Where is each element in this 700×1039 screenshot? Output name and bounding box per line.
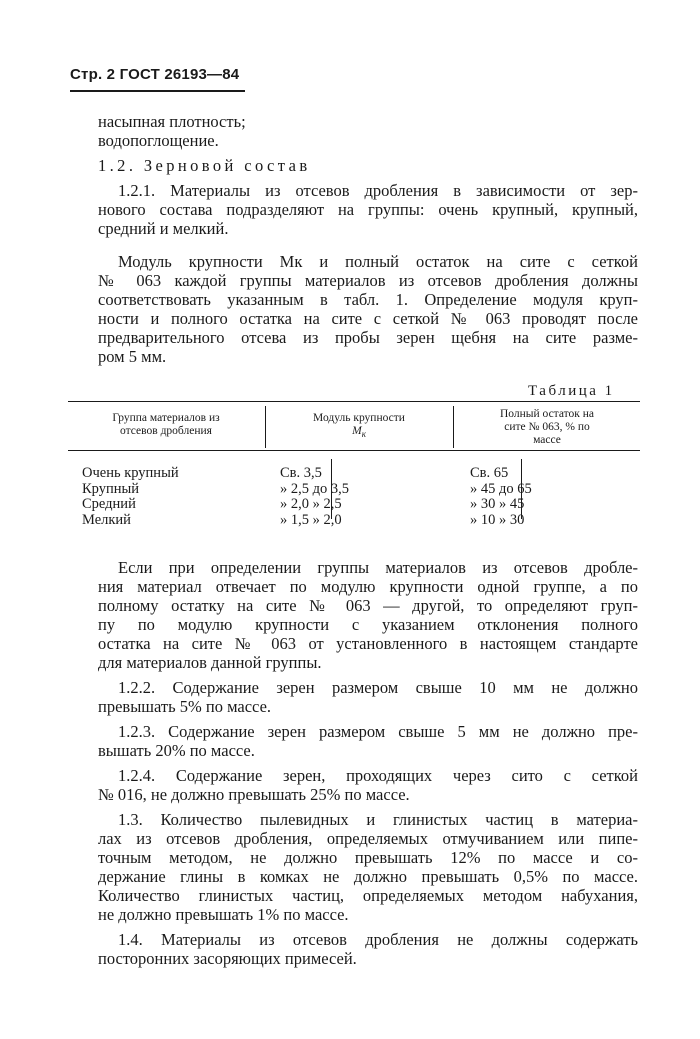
- paragraph-line: не должно превышать 1% по массе.: [98, 905, 349, 924]
- table-body-divider: [521, 459, 522, 519]
- intro-line: насыпная плотность;: [98, 112, 246, 131]
- paragraph-modulus: [98, 252, 638, 366]
- paragraph-line: остатка на сите № 063 от установленного в настоящем стандарте: [98, 634, 638, 653]
- paragraph-line: 1.3. Количество пылевидных и глинистых частиц в материа-: [118, 810, 638, 829]
- modulus-symbol: $М_к$: [352, 425, 366, 439]
- body-upper: [98, 112, 638, 366]
- paragraph-1-2-2: [98, 678, 638, 716]
- paragraph-line: ром 5 мм.: [98, 347, 167, 366]
- paragraph-line: превышать 5% по массе.: [98, 697, 272, 716]
- table-header-divider: [453, 406, 454, 448]
- paragraph-line: соответствовать указанным в табл. 1. Определение модуля круп-: [98, 290, 638, 309]
- paragraph-line: № 016, не должно превышать 25% по массе.: [98, 785, 410, 804]
- paragraph-line: вышать 20% по массе.: [98, 741, 255, 760]
- paragraph-1-2-1: [98, 181, 638, 238]
- paragraph-line: нового состава подразделяют на группы: очень крупный, крупный,: [98, 200, 638, 219]
- paragraph-line: 1.4. Материалы из отсевов дробления не должны содержать: [118, 930, 638, 949]
- paragraph-line: Количество глинистых частиц, определяемых методом набухания,: [98, 886, 638, 905]
- table-header: [68, 402, 640, 450]
- paragraph-line: 1.2.2. Содержание зерен размером свыше 10 мм не должно: [118, 678, 638, 697]
- intro-line: водопоглощение.: [98, 131, 219, 150]
- paragraph-line: 1.2.4. Содержание зерен, проходящих через сито с сеткой: [118, 766, 638, 785]
- paragraph-line: держание глины в комках не должно превышать 0,5% по массе.: [98, 867, 638, 886]
- table-cell: Средний: [82, 496, 136, 512]
- table-header-divider: [265, 406, 266, 448]
- paragraph-line: № 063 каждой группы материалов из отсевов дробления должны: [98, 271, 638, 290]
- paragraph-line: ния материал отвечает по модулю крупности одной группе, а по: [98, 577, 638, 596]
- table-column-residue: [470, 466, 630, 528]
- table-caption: Таблица 1: [528, 383, 615, 399]
- paragraph-line: 1.2.1. Материалы из отсевов дробления в зависимости от зер-: [118, 181, 638, 200]
- body-lower: [98, 558, 638, 968]
- section-heading-1-2: 1.2. Зерновой состав: [98, 156, 311, 175]
- paragraph-line: полному остатку на сите № 063 — другой, то определяют груп-: [98, 596, 638, 615]
- paragraph-1-2-3: [98, 722, 638, 760]
- header-rule: [70, 90, 245, 92]
- paragraph-line: средний и мелкий.: [98, 219, 229, 238]
- paragraph-line: лах из отсевов дробления, определяемых отмучиванием или пипе-: [98, 829, 638, 848]
- table-body-divider: [331, 459, 332, 519]
- table-cell: » 10 » 30: [470, 511, 525, 528]
- table-1: [68, 401, 640, 528]
- table-header-cell-residue: Полный остаток на сите № 063, % по массе: [499, 408, 594, 446]
- paragraph-line: для материалов данной группы.: [98, 653, 322, 672]
- table-cell: » 2,0 » 2,5: [280, 496, 342, 512]
- table-body: [68, 451, 640, 528]
- table-cell: Очень крупный: [82, 465, 179, 481]
- table-cell: » 30 » 45: [470, 496, 525, 512]
- table-cell: » 1,5 » 2,0: [280, 511, 342, 528]
- table-cell: Мелкий: [82, 511, 131, 528]
- table-cell: Св. 3,5: [280, 465, 322, 481]
- paragraph-line: Модуль крупности Мк и полный остаток на сите с сеткой: [118, 252, 638, 271]
- table-cell: » 2,5 до 3,5: [280, 480, 350, 497]
- paragraph-1-4: [98, 930, 638, 968]
- paragraph-1-3: [98, 810, 638, 924]
- table-cell: Св. 65: [470, 465, 509, 481]
- paragraph-line: предварительного отсева из пробы зерен щебня на сите разме-: [98, 328, 638, 347]
- table-column-group: [82, 466, 262, 528]
- paragraph-1-2-4: [98, 766, 638, 804]
- paragraph-line: пу по модулю крупности с указанием отклонения полного: [98, 615, 638, 634]
- paragraph-line: посторонних засоряющих примесей.: [98, 949, 357, 968]
- paragraph-line: точным методом, не должно превышать 12% по массе и со-: [98, 848, 638, 867]
- table-cell: Крупный: [82, 480, 140, 497]
- table-header-cell-modulus: Модуль крупности $М_к$: [266, 412, 452, 441]
- paragraph-line: Если при определении группы материалов из отсевов дробле-: [118, 558, 638, 577]
- paragraph-line: 1.2.3. Содержание зерен размером свыше 5 мм не должно пре-: [118, 722, 638, 741]
- table-header-cell-group: Группа материалов из отсевов дробления: [112, 412, 220, 437]
- table-cell: » 45 до 65: [470, 480, 532, 497]
- paragraph-group-rule: [98, 558, 638, 672]
- paragraph-line: ности и полного остатка на сите с сеткой № 063 проводят после: [98, 309, 638, 328]
- intro-block: [98, 112, 638, 150]
- modulus-subscript: к: [361, 429, 366, 439]
- page-header: Стр. 2 ГОСТ 26193—84: [70, 66, 240, 83]
- table-column-modulus: [280, 466, 440, 528]
